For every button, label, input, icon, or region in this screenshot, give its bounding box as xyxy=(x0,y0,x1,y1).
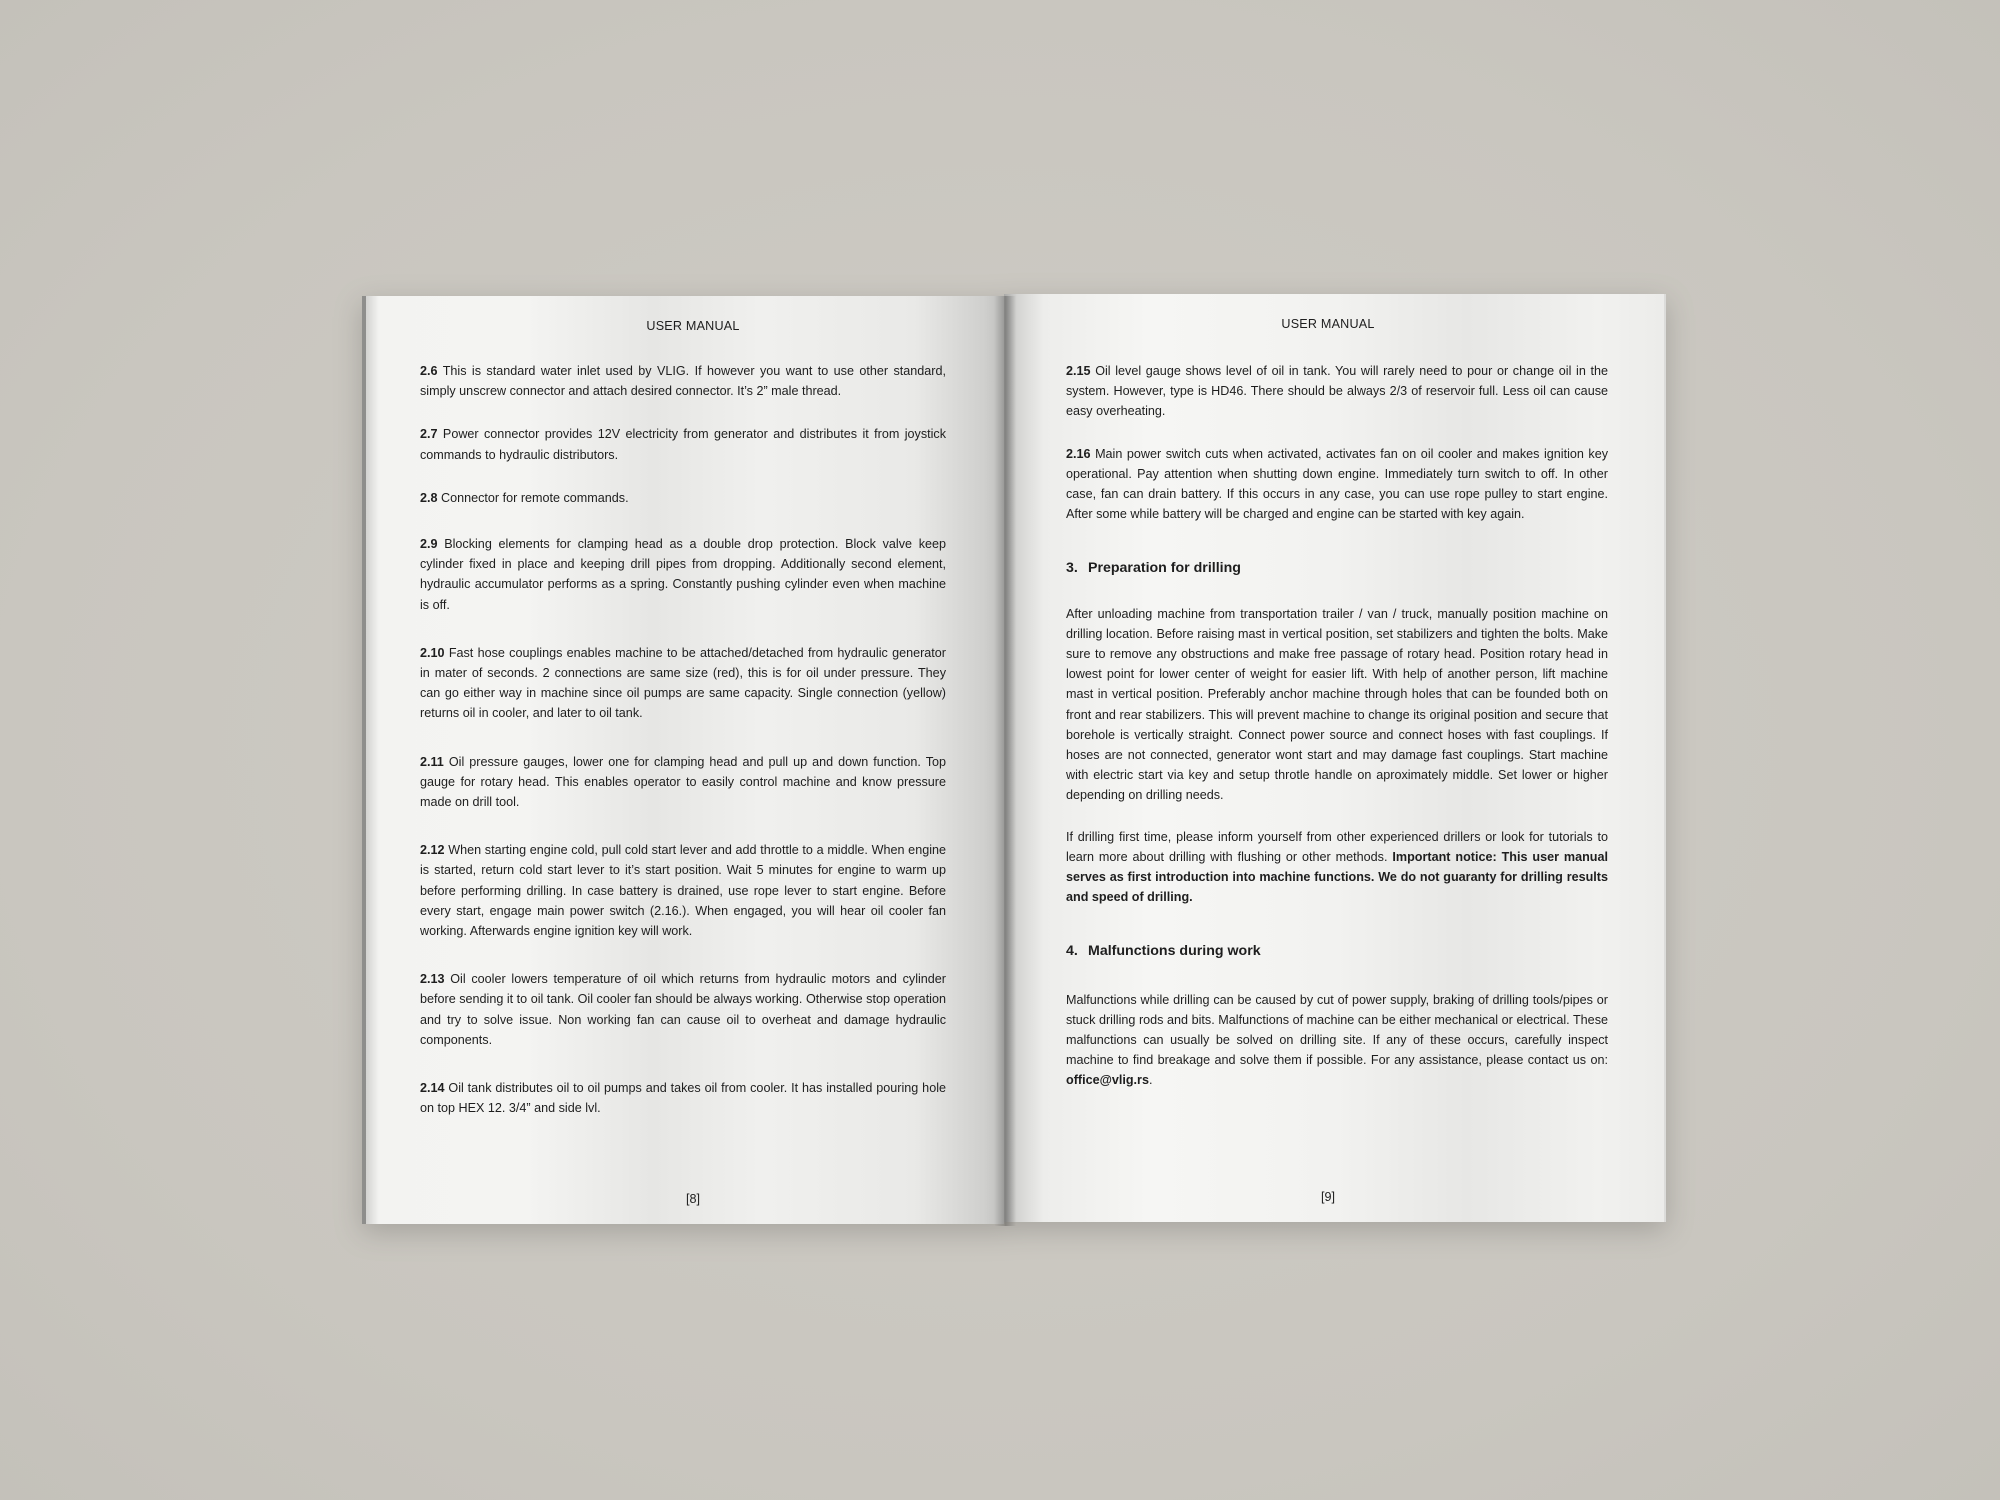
open-booklet xyxy=(362,296,1666,1226)
item-text: Connector for remote commands. xyxy=(441,490,629,505)
item-number: 2.16 xyxy=(1066,446,1091,461)
right-page xyxy=(1004,294,1666,1222)
item-number: 2.7 xyxy=(420,427,438,442)
item-2-6 xyxy=(420,361,946,401)
item-number: 2.6 xyxy=(420,364,438,378)
item-number: 2.10 xyxy=(420,645,445,660)
item-2-15 xyxy=(1066,361,1608,422)
paragraph-text: If drilling first time, please inform yourself from other experienced drillers or look for tutorials to learn more about drilling with flushing or other methods. xyxy=(1066,829,1608,864)
section-3-heading xyxy=(1066,558,1608,578)
section-number: 4. xyxy=(1066,943,1078,960)
item-number: 2.12 xyxy=(420,843,445,858)
paragraph-text: Malfunctions while drilling can be caused by cut of power supply, braking of drilling tools/pipes or stuck drilling rods and bits. Malfunctions of machine can be either mechanical or electrical. These malfunctions can usually be solved on drilling site. If any of these occurs, carefully inspect machine to find breakage and solve them if possible. For any assistance, please contact us on: xyxy=(1066,992,1608,1068)
item-2-9 xyxy=(420,534,946,615)
item-number: 2.14 xyxy=(420,1081,445,1096)
item-text: Oil pressure gauges, lower one for clamping head and pull up and down function. Top gauge for rotary head. This enables operator to easily control machine and know pressure made on drill tool. xyxy=(420,754,947,810)
item-2-16 xyxy=(1066,444,1608,525)
item-2-13 xyxy=(420,969,946,1050)
section-3-paragraph-2 xyxy=(1066,827,1608,908)
page-number: [8] xyxy=(685,1192,700,1206)
item-text: Oil cooler lowers temperature of oil which returns from hydraulic motors and cylinder before sending it to oil tank. Oil cooler fan should be always working. Otherwise stop operation and try to solve issue. Non working fan can cause oil to overheat and damage hydraulic components. xyxy=(420,972,946,1047)
left-page xyxy=(362,296,1004,1224)
item-number: 2.15 xyxy=(1066,364,1091,378)
section-4-heading xyxy=(1066,941,1608,961)
item-2-10 xyxy=(420,643,946,724)
section-4-paragraph xyxy=(1066,990,1608,1091)
item-text: Oil level gauge shows level of oil in tank. You will rarely need to pour or change oil in the system. However, type is HD46. There should be always 2/3 of reservoir full. Less oil can cause easy overheating. xyxy=(1066,364,1609,419)
section-title: Malfunctions during work xyxy=(1088,943,1261,960)
right-page-content xyxy=(1066,361,1608,1091)
item-2-8 xyxy=(420,488,946,508)
item-2-11 xyxy=(420,752,946,813)
paragraph-end: . xyxy=(1148,1073,1153,1088)
item-text: Oil tank distributes oil to oil pumps and takes oil from cooler. It has installed pouring hole on top HEX 12. 3/4” and side lvl. xyxy=(420,1081,946,1116)
item-text: Fast hose couplings enables machine to be attached/detached from hydraulic generator in mater of seconds. 2 connections are same size (red), this is for oil under pressure. They can go either way in machine since oil pumps are same capacity. Single connection (yellow) returns oil in cooler, and later to oil tank. xyxy=(420,645,946,721)
item-number: 2.9 xyxy=(420,537,438,552)
contact-email: office@vlig.rs xyxy=(1066,1073,1149,1088)
item-number: 2.8 xyxy=(420,490,438,505)
item-text: This is standard water inlet used by VLIG. If however you want to use other standard, simply unscrew connector and attach desired connector. It’s 2” male thread. xyxy=(420,364,946,399)
item-2-14 xyxy=(420,1078,946,1118)
running-header: USER MANUAL xyxy=(1281,317,1375,331)
item-text: Blocking elements for clamping head as a double drop protection. Block valve keep cylinder fixed in place and keeping drill pipes from dropping. Additionally second element, hydraulic accumulator performs as a spring. Constantly pushing cylinder even when machine is off. xyxy=(420,537,946,612)
running-header: USER MANUAL xyxy=(646,319,740,333)
item-2-12 xyxy=(420,840,946,941)
item-2-7 xyxy=(420,424,946,464)
item-text: When starting engine cold, pull cold start lever and add throttle to a middle. When engine is started, return cold start lever to it’s start position. Wait 5 minutes for engine to warm up before performing drilling. In case battery is drained, use rope lever to start engine. Before every start, engage main power switch (2.16.). When engaged, you will hear oil cooler fan working. Afterwards engine ignition key will work. xyxy=(420,843,947,939)
section-3-paragraph-1: After unloading machine from transportation trailer / van / truck, manually position machine on drilling location. Before raising mast in vertical position, set stabilizers and tighten the bolts. Make sure to remove any obstructions and make free passage of rotary head. Position rotary head in lowest point for lower center of weight for easier lift. With help of another person, lift machine mast in vertical position. Preferably anchor machine through holes that can be founded both on front and rear stabilizers. This will prevent machine to change its original position and secure that borehole is vertically straight. Connect power source and connect hoses with fast couplings. If hoses are not connected, generator wont start and may damage fast couplings. Start machine with electric start via key and setup throtle handle on aproximately middle. Set lower or higher depending on drilling needs. xyxy=(1066,606,1608,803)
important-notice: Important notice: This user manual serves as first introduction into machine functions. We do not guaranty for drilling results and speed of drilling. xyxy=(1066,849,1608,905)
left-page-content xyxy=(420,361,946,1118)
item-text: Power connector provides 12V electricity from generator and distributes it from joystick commands to hydraulic distributors. xyxy=(420,427,947,462)
item-text: Main power switch cuts when activated, activates fan on oil cooler and makes ignition key operational. Pay attention when shutting down engine. Immediately turn switch to off. In other case, fan can drain battery. If this occurs in any case, you can use rope pulley to start engine. After some while battery will be charged and engine can be started with key again. xyxy=(1066,446,1609,522)
page-number: [9] xyxy=(1320,1190,1335,1204)
section-title: Preparation for drilling xyxy=(1088,560,1241,577)
item-number: 2.11 xyxy=(420,754,444,769)
section-number: 3. xyxy=(1066,560,1078,577)
item-number: 2.13 xyxy=(420,972,445,987)
